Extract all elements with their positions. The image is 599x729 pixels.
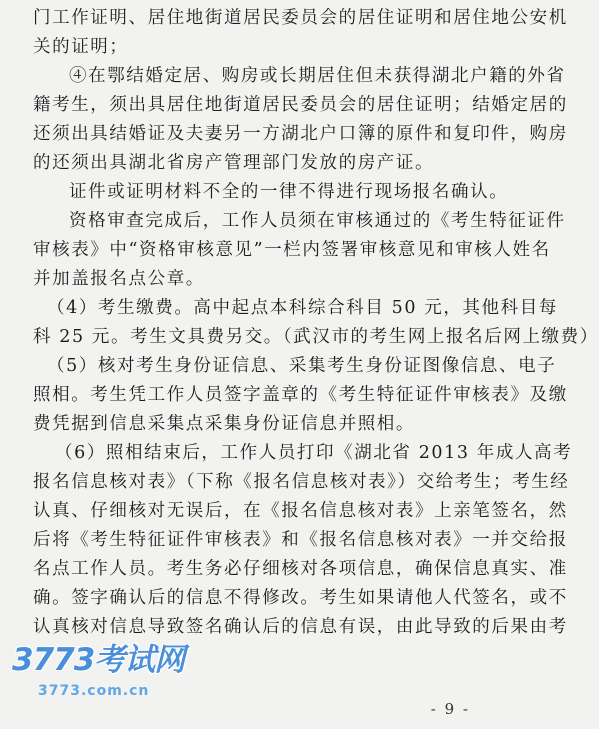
text-line: 证件或证明材料不全的一律不得进行现场报名确认。 <box>69 182 509 202</box>
text-line: 认真、仔细核对无误后，在《报名信息核对表》上亲笔签名，然 <box>33 501 568 521</box>
text-line: 门工作证明、居住地街道居民委员会的居住证明和居住地公安机 <box>33 8 568 28</box>
document-body <box>33 4 599 642</box>
watermark-logo: 3773考试网 <box>12 642 185 678</box>
text-line: 还须出具结婚证及夫妻另一方湖北户口簿的原件和复印件，购房 <box>33 124 568 144</box>
text-line: 报名信息核对表》（下称《报名信息核对表》）交给考生；考生经 <box>33 472 570 492</box>
watermark <box>12 643 192 725</box>
text-line: 后将《考生特征证件审核表》和《报名信息核对表》一并交给报 <box>33 530 568 550</box>
text-line: 审核表》中“资格审核意见”一栏内签署审核意见和审核人姓名 <box>33 240 551 260</box>
text-line: 费凭据到信息采集点采集身份证信息并照相。 <box>33 414 415 434</box>
text-line: 照相。考生凭工作人员签字盖章的《考生特征证件审核表》及缴 <box>33 385 568 405</box>
text-line: 籍考生，须出具居住地街道居民委员会的居住证明；结婚定居的 <box>33 95 568 115</box>
page-number: - 9 - <box>430 700 470 718</box>
text-line: （6）照相结束后，工作人员打印《湖北省 2013 年成人高考 <box>55 443 573 463</box>
text-line: 并加盖报名点公章。 <box>33 269 205 289</box>
text-line: （5）核对考生身份证信息、采集考生身份证图像信息、电子 <box>47 356 557 376</box>
text-line: 名点工作人员。考生务必仔细核对各项信息，确保信息真实、准 <box>33 559 568 579</box>
watermark-url: 3773.com.cn <box>38 683 150 699</box>
text-line: 确。签字确认后的信息不得修改。考生如果请他人代签名，或不 <box>33 588 568 608</box>
text-line: （4）考生缴费。高中起点本科综合科目 50 元，其他科目每 <box>47 298 558 318</box>
text-line: ④在鄂结婚定居、购房或长期居住但未获得湖北户籍的外省 <box>69 66 566 86</box>
text-line: 关的证明； <box>33 37 129 57</box>
text-line: 资格审查完成后，工作人员须在审核通过的《考生特征证件 <box>69 211 566 231</box>
text-line: 科 25 元。考生文具费另交。（武汉市的考生网上报名后网上缴费） <box>33 327 599 347</box>
text-line: 认真核对信息导致签名确认后的信息有误，由此导致的后果由考 <box>33 617 568 637</box>
text-line: 的还须出具湖北省房产管理部门发放的房产证。 <box>33 153 435 173</box>
